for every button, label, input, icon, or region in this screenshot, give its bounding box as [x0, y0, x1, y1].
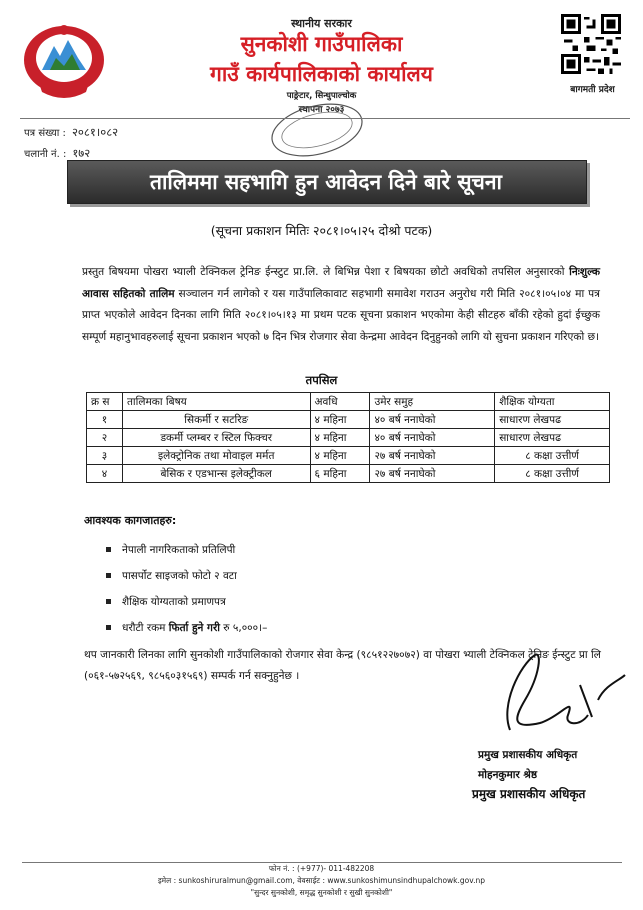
table-cell: ६ महिना: [310, 465, 370, 483]
municipality-name: सुनकोशी गाउँपालिका: [240, 32, 403, 56]
bullet-icon: [106, 625, 111, 630]
requirements-title: आवश्यक कागजातहरु:: [84, 514, 177, 527]
dispatch-number-label: चलानी नं. :: [24, 149, 67, 160]
table-cell: ४ महिना: [310, 429, 370, 447]
table-row: [87, 411, 610, 429]
local-government-label: स्थानीय सरकार: [291, 17, 352, 30]
table-header-cell: अवधि: [310, 393, 370, 411]
table-cell: बेसिक र एडभान्स इलेक्ट्रीकल: [122, 465, 310, 483]
table-cell: ३: [87, 447, 123, 465]
table-header-cell: उमेर समुह: [370, 393, 495, 411]
list-item-text: पासर्पोट साइजको फोटो २ वटा: [122, 570, 237, 582]
table-cell: २७ बर्ष ननाघेको: [370, 465, 495, 483]
contact-paragraph: थप जानकारी लिनका लागि सुनकोशी गाउँपालिकाको रोजगार सेवा केन्द्र (९८५१२२७०७२) वा पोखरा भ्याली टेक्निकल ट्रेनिङ ईन्स्टुट प्रा लि (०६१-५७२५६९, ९८५६०३१५६९) सम्पर्क गर्न सक्नुहुनेछ ।: [84, 649, 601, 682]
table-cell: ८ कक्षा उत्तीर्ण: [495, 447, 610, 465]
table-cell: ४ महिना: [310, 447, 370, 465]
notice-body-bold: निःशुल्क आवास सहितको तालिम: [82, 266, 600, 300]
table-row: [87, 447, 610, 465]
table-caption: तपसिल: [305, 373, 338, 387]
table-cell: १: [87, 411, 123, 429]
table-row: [87, 465, 610, 483]
table-cell: साधारण लेखपढ: [495, 411, 610, 429]
table-cell: ४० बर्ष ननाघेको: [370, 411, 495, 429]
table-header-cell: क्र स: [87, 393, 123, 411]
notice-body: [82, 262, 600, 348]
office-stamp-icon: [262, 100, 372, 160]
letter-number: [24, 125, 118, 140]
dispatch-number: [24, 146, 90, 161]
list-item-text: नेपाली नागरिकताको प्रतिलिपी: [122, 544, 236, 556]
deposit-text-1: धरौटी रकम: [122, 622, 169, 634]
footer-divider: [22, 862, 622, 863]
signatory-title: प्रमुख प्रशासकीय अधिकृत: [478, 749, 578, 761]
office-name: गाउँ कार्यपालिकाको कार्यालय: [210, 62, 433, 86]
notice-body-text-2: सञ्चालन गर्न लागेको र यस गाउँपालिकावाट सहभागी समावेश गराउन अनुरोध गरी मिति २०८१।०५।०४ मा पत्र प्राप्त भएकोले आवेदन दिनका लागि मिति २०८१।०५।१३ मा प्रथम पटक सूचना प्रकाशन भएकोमा केही सीटहरु बाँकी रहेको हुदां ईच्छुक सम्पूर्ण महानुभावहरुलाई सूचना प्रकाशन भएको ७ दिन भित्र रोजगार सेवा केन्द्रमा आवेदन दिनुहुनको लागि यो सुचना प्रकाशन गरिएको छ।: [82, 287, 600, 343]
table-header-row: [87, 393, 610, 411]
table-cell: ४० बर्ष ननाघेको: [370, 429, 495, 447]
dispatch-number-value: १७२: [72, 146, 91, 160]
header-divider: [20, 118, 630, 119]
footer-email-website: इमेल : sunkoshiruralmun@gmail.com, वेवसाईट : www.sunkoshimunsindhupalchowk.gov.np: [157, 876, 485, 885]
notice-body-text-1: प्रस्तुत बिषयमा पोखरा भ्याली टेक्निकल ट्रेनिङ ईन्स्टुट प्रा.लि. ले बिभिन्न पेशा र बिषयका छोटो अवधिको तपसिल अनुसारको: [82, 266, 570, 278]
signature-icon: [480, 645, 630, 740]
table-cell: साधारण लेखपढ: [495, 429, 610, 447]
table-cell: ४ महिना: [310, 411, 370, 429]
table-header-cell: तालिमका बिषय: [122, 393, 310, 411]
notice-title: तालिममा सहभागि हुन आवेदन दिने बारे सूचना: [150, 170, 502, 194]
bullet-icon: [106, 547, 111, 552]
training-table: [86, 392, 610, 483]
table-cell: इलेक्ट्रोनिक तथा मोवाइल मर्मत: [122, 447, 310, 465]
notice-subtitle: (सूचना प्रकाशन मितिः २०८१।०५।२५ दोश्रो पटक): [210, 223, 433, 238]
signatory-name: मोहनकुमार श्रेष्ठ: [478, 769, 538, 781]
letter-number-value: २०८१।०८२: [71, 125, 119, 139]
footer-slogan: "सुन्दर सुनकोशी, समृद्ध सुनकोशी र सुखी सुनकोशी": [250, 888, 393, 897]
table-cell: ८ कक्षा उत्तीर्ण: [495, 465, 610, 483]
office-address: पाङ्रेटार, सिन्धुपाल्चोक: [286, 91, 357, 101]
footer-phone: फोन नं. : (+977)- 011-482208: [268, 864, 375, 873]
deposit-text-2: रु ५,०००।–: [219, 622, 268, 634]
table-row: [87, 429, 610, 447]
province-name: बागमती प्रदेश: [570, 85, 615, 95]
bullet-icon: [106, 599, 111, 604]
table-header-cell: शैक्षिक योग्यता: [495, 393, 610, 411]
table-cell: २: [87, 429, 123, 447]
table-cell: सिकर्मी र सटरिङ: [122, 411, 310, 429]
bullet-icon: [106, 573, 111, 578]
letter-number-label: पत्र संख्या :: [24, 128, 66, 139]
list-item-text: शैक्षिक योग्यताको प्रमाणपत्र: [122, 596, 226, 608]
established-year: स्थापना २०७३: [298, 105, 345, 115]
deposit-bold: फिर्ता हुने गरी: [168, 622, 220, 634]
list-item-text: [122, 621, 267, 635]
table-cell: डकर्मी प्लम्बर र स्टिल फिक्चर: [122, 429, 310, 447]
table-cell: २७ बर्ष ननाघेको: [370, 447, 495, 465]
table-cell: ४: [87, 465, 123, 483]
signatory-role: प्रमुख प्रशासकीय अधिकृत: [472, 787, 586, 801]
